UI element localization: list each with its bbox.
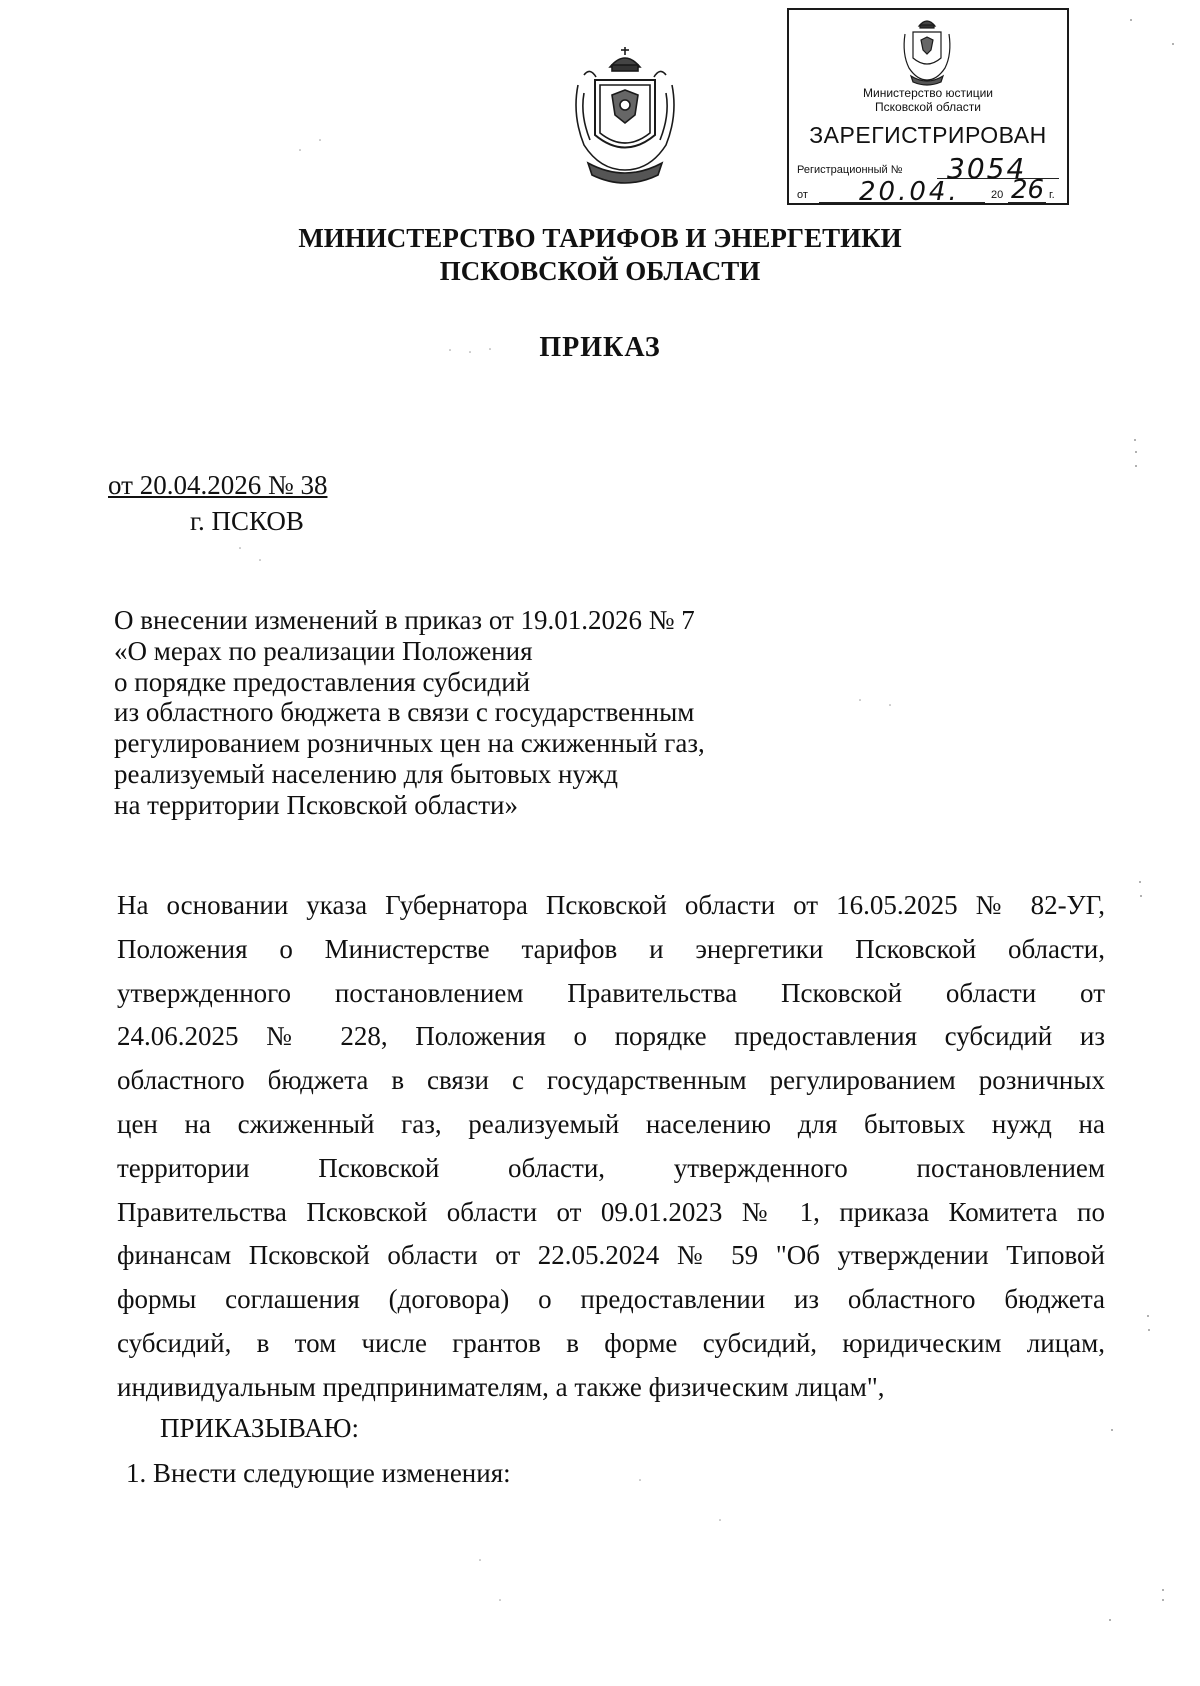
basis-line: цен на сжиженный газ, реализуемый населению для бытовых нужд на — [117, 1108, 1105, 1139]
subject-line: О внесении изменений в приказ от 19.01.2026 № 7 — [114, 605, 695, 635]
stamp-date-row — [797, 175, 1059, 207]
order-city: г. ПСКОВ — [190, 506, 304, 536]
stamp-year-suffix: г. — [1049, 189, 1055, 201]
stamp-year-prefix: 20 — [991, 189, 1004, 201]
ministry-title-line-2: ПСКОВСКОЙ ОБЛАСТИ — [439, 256, 761, 286]
list-item: 1. Внести следующие изменения: — [126, 1458, 511, 1488]
basis-line: областного бюджета в связи с государственным регулированием розничных — [117, 1065, 1105, 1096]
stamp-reg-number: 3054 — [947, 152, 1027, 185]
basis-line: На основании указа Губернатора Псковской области от 16.05.2025 № 82-УГ, — [117, 890, 1105, 920]
subject-line: реализуемый населению для бытовых нужд — [114, 758, 618, 789]
basis-line: формы соглашения (договора) о предоставлении из областного бюджета — [117, 1284, 1105, 1315]
stamp-status: ЗАРЕГИСТРИРОВАН — [809, 122, 1047, 148]
subject-line: регулированием розничных цен на сжиженный газ, — [114, 728, 705, 759]
coat-of-arms-icon — [570, 45, 680, 185]
stamp-date-value: 20.04. — [859, 177, 960, 207]
basis-line: 24.06.2025 № 228, Положения о порядке предоставления субсидий из — [117, 1021, 1105, 1052]
basis-paragraph — [117, 884, 1105, 1410]
directive-heading: ПРИКАЗЫВАЮ: — [160, 1413, 359, 1443]
order-subject — [114, 605, 814, 821]
basis-line: Положения о Министерстве тарифов и энергетики Псковской области, — [117, 933, 1105, 964]
basis-line: финансам Псковской области от 22.05.2024 № 59 "Об утверждении Типовой — [117, 1240, 1105, 1271]
stamp-line-2: Псковской области — [875, 100, 981, 114]
order-date-number: от 20.04.2026 № 38 — [108, 470, 328, 500]
subject-line: на территории Псковской области» — [114, 789, 519, 820]
stamp-year-value: 26 — [1011, 175, 1045, 205]
basis-line: утвержденного постановлением Правительства Псковской области от — [117, 977, 1105, 1008]
basis-line: субсидий, в том числе грантов в форме субсидий, юридическим лицам, — [117, 1327, 1105, 1358]
registration-stamp — [787, 8, 1069, 205]
basis-line: индивидуальным предпринимателям, а также физическим лицам", — [117, 1371, 885, 1402]
basis-line: территории Псковской области, утвержденного постановлением — [117, 1152, 1105, 1183]
subject-line: о порядке предоставления субсидий — [114, 666, 531, 697]
ministry-title-line-1: МИНИСТЕРСТВО ТАРИФОВ И ЭНЕРГЕТИКИ — [298, 223, 902, 253]
subject-line: из областного бюджета в связи с государственным — [114, 697, 695, 728]
ministry-title — [200, 222, 1000, 288]
stamp-reg-label: Регистрационный № — [797, 164, 903, 176]
subject-line: «О мерах по реализации Положения — [114, 635, 533, 666]
document-type-title: ПРИКАЗ — [539, 332, 661, 363]
stamp-line-1: Министерство юстиции — [863, 86, 993, 100]
stamp-date-prefix: от — [797, 189, 808, 201]
stamp-emblem-icon — [901, 14, 953, 86]
basis-line: Правительства Псковской области от 09.01.2023 № 1, приказа Комитета по — [117, 1196, 1105, 1227]
